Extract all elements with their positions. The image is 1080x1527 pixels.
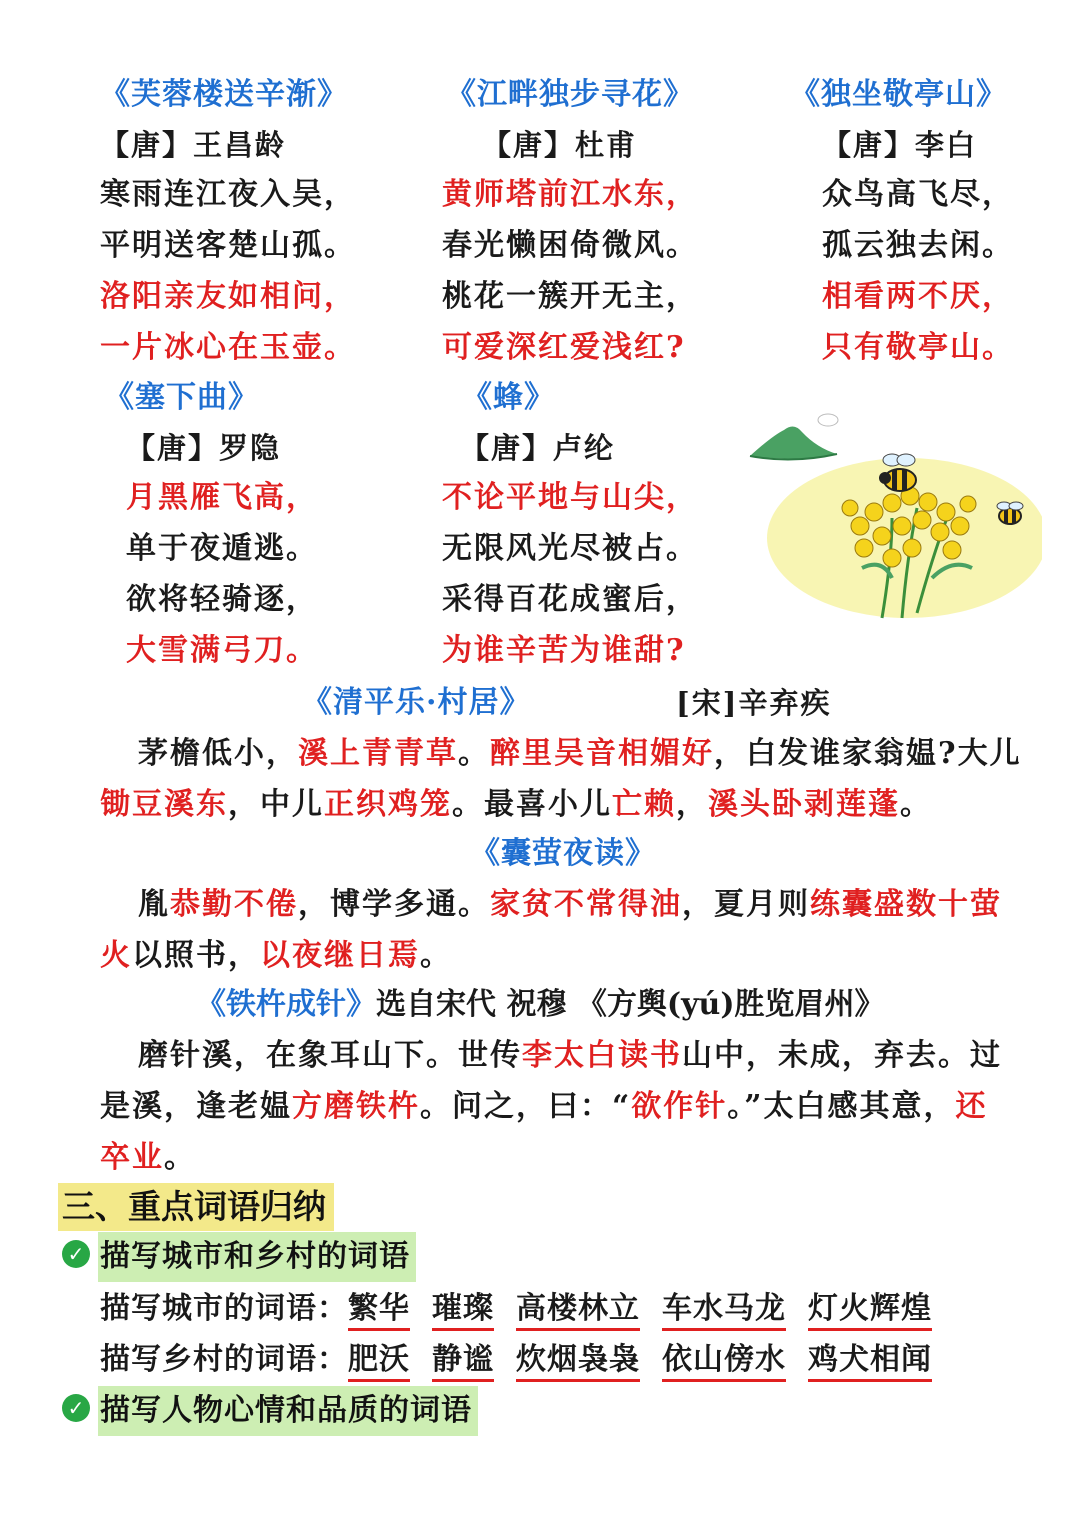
text-segment: 。 [420,938,452,973]
poems_top-poem-title: 《芙蓉楼送辛渐》 [100,77,348,112]
text-segment: 胤 [138,887,170,922]
vocab-word: 灯火辉煌 [808,1291,932,1331]
text-segment: ，白发谁家翁媪?大儿 [714,736,1022,771]
text-segment: 。 [900,787,932,822]
nangying-text [100,879,1020,981]
highlighted-phrase: 方磨铁杵 [292,1089,420,1124]
text-segment: ，中儿 [228,787,324,822]
highlighted-phrase: 溪上青青草 [298,736,458,771]
poems_top-poem-line: 洛阳亲友如相问， [100,279,356,314]
poems_top-poem-line: 相看两不厌， [822,279,1014,314]
highlighted-phrase: 练囊盛数十萤 [810,887,1002,922]
village-label: 描写乡村的词语： [100,1342,348,1377]
poems_top-poem-author: 【唐】杜甫 [482,128,638,162]
vocab-word: 鸡犬相闻 [808,1342,932,1382]
text-segment: 磨针溪，在象耳山下。世传 [138,1038,522,1073]
vocab-word: 静谧 [432,1342,494,1382]
highlighted-phrase: 正织鸡笼 [324,787,452,822]
qingpingle-text [100,728,1020,830]
text-segment: 茅檐低小， [138,736,298,771]
poems_mid-poem-line: 为谁辛苦为谁甜? [442,633,686,668]
poems_top-poem-line: 平明送客楚山孤。 [100,228,356,263]
poems_mid-poem-title: 《蜂》 [462,380,555,415]
poems_mid-poem-author: 【唐】罗隐 [126,431,282,465]
text-segment: ， [676,787,708,822]
text-segment: 山中，未成，弃去。过 [682,1038,1002,1073]
poems_top-poem-title: 《独坐敬亭山》 [790,77,1007,112]
poems_top-poem-line: 春光懒困倚微风。 [442,228,698,263]
tiechu-text [100,1030,1020,1183]
highlighted-phrase: 欲作针 [631,1089,728,1124]
subheading-character-quality: 描写人物心情和品质的词语 [98,1386,478,1436]
highlighted-phrase: 醉里吴音相媚好 [490,736,714,771]
text-segment: 是溪，逢老媪 [100,1089,292,1124]
text-segment: ，夏月则 [682,887,810,922]
tiechu-title: 《铁杵成针》 [196,987,376,1022]
poems_mid-poem-author: 【唐】卢纶 [460,431,616,465]
vocab-word: 肥沃 [348,1342,410,1382]
vocab-word: 炊烟袅袅 [516,1342,640,1382]
bee-icon [997,502,1023,524]
text-segment: 。问之，曰：“ [420,1089,632,1124]
mountain-icon [750,426,837,459]
highlighted-phrase: 李太白读书 [522,1038,682,1073]
tiechu-heading [196,980,885,1030]
village-words-row [100,1335,954,1385]
qingpingle-title: 《清平乐·村居》 [302,685,531,720]
vocab-word: 车水马龙 [662,1291,786,1331]
text-segment: 。最喜小儿 [452,787,612,822]
bee-flower-illustration [742,408,1042,628]
highlighted-phrase: 家贫不常得油 [490,887,682,922]
poems_top-poem-author: 【唐】李白 [822,128,978,162]
subheading-city-village: 描写城市和乡村的词语 [98,1232,416,1282]
poems_top-poem-line: 孤云独去闲。 [822,228,1014,263]
poems_top-poem-line: 桃花一簇开无主， [442,279,698,314]
poems_top-poem-line: 黄师塔前江水东， [442,177,698,212]
city-label: 描写城市的词语： [100,1291,348,1326]
poems_mid-poem-line: 月黑雁飞高， [126,480,318,515]
text-segment: 。”太白感其意， [727,1089,956,1124]
highlighted-phrase: 溪头卧剥莲蓬 [708,787,900,822]
highlighted-phrase: 火 [100,938,132,973]
poems_mid-poem-line: 欲将轻骑逐， [126,582,318,617]
highlighted-phrase: 以夜继日焉 [260,938,420,973]
vocab-word: 高楼林立 [516,1291,640,1331]
text-segment: ，博学多通。 [298,887,490,922]
check-circle-icon: ✓ [62,1240,90,1268]
poems_top-poem-line: 众鸟高飞尽， [822,177,1014,212]
qingpingle-author: [宋]辛弃疾 [676,686,832,720]
vocab-word: 璀璨 [432,1291,494,1331]
highlighted-phrase: 亡赖 [612,787,676,822]
tiechu-source: 选自宋代 祝穆 《方舆(yú)胜览眉州》 [376,987,885,1022]
text-segment: 。 [458,736,490,771]
poems_top-poem-line: 一片冰心在玉壶。 [100,330,356,365]
check-circle-icon: ✓ [62,1394,90,1422]
city-words-row [100,1284,954,1334]
nangying-title: 《囊萤夜读》 [470,836,656,871]
poems_top-poem-title: 《江畔独步寻花》 [446,77,694,112]
poems_mid-poem-line: 无限风光尽被占。 [442,531,698,566]
poems_mid-poem-line: 单于夜遁逃。 [126,531,318,566]
poems_top-poem-line: 可爱深红爱浅红? [442,330,686,365]
highlighted-phrase: 卒业 [100,1140,164,1175]
cloud-icon [818,414,838,426]
poems_top-poem-author: 【唐】王昌龄 [100,128,287,162]
poems_mid-poem-line: 大雪满弓刀。 [126,633,318,668]
vocab-word: 依山傍水 [662,1342,786,1382]
highlighted-phrase: 锄豆溪东 [100,787,228,822]
text-segment: 以照书， [132,938,260,973]
poems_top-poem-line: 只有敬亭山。 [822,330,1014,365]
vocab-word: 繁华 [348,1291,410,1331]
poems_mid-poem-line: 采得百花成蜜后， [442,582,698,617]
poems_mid-poem-title: 《塞下曲》 [104,380,259,415]
section-heading: 三、重点词语归纳 [58,1183,334,1231]
highlighted-phrase: 还 [955,1089,988,1124]
poems_top-poem-line: 寒雨连江夜入吴， [100,177,356,212]
highlighted-phrase: 恭勤不倦 [170,887,298,922]
text-segment: 。 [164,1140,196,1175]
poems_mid-poem-line: 不论平地与山尖， [442,480,698,515]
